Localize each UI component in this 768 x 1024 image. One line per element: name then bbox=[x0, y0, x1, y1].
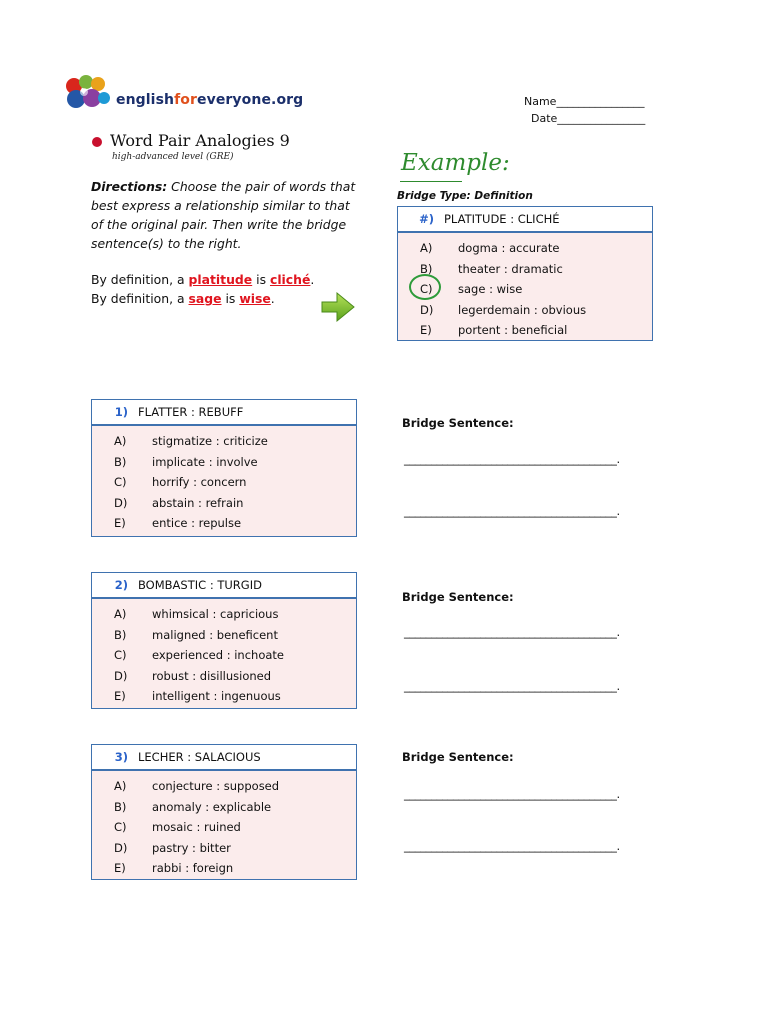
question-1-answer-line-1[interactable]: _______________________________________. bbox=[404, 452, 620, 466]
option-text: entice : repulse bbox=[152, 516, 242, 531]
example-heading: Example: bbox=[401, 150, 510, 176]
option-letter: E) bbox=[114, 861, 126, 876]
question-1-options bbox=[92, 426, 356, 534]
option-text: rabbi : foreign bbox=[152, 861, 234, 876]
example-question-number: #) bbox=[419, 212, 434, 226]
sentence-2-post: . bbox=[270, 291, 275, 306]
definition-sentence-1 bbox=[91, 272, 314, 287]
worksheet-level: high-advanced level (GRE) bbox=[112, 152, 234, 162]
option-text: pastry : bitter bbox=[152, 840, 231, 855]
question-2-pair: BOMBASTIC : TURGID bbox=[138, 578, 262, 592]
sentence-2-word-1: sage bbox=[188, 291, 222, 306]
option-letter: D) bbox=[114, 495, 128, 510]
question-2-option-e[interactable] bbox=[92, 686, 356, 707]
option-text: intelligent : ingenuous bbox=[152, 689, 281, 704]
option-letter: B) bbox=[420, 261, 433, 276]
question-3-option-a[interactable] bbox=[92, 776, 356, 797]
option-text: maligned : beneficent bbox=[152, 627, 278, 642]
question-3-answer-line-1[interactable]: _______________________________________. bbox=[404, 787, 620, 801]
option-text: conjecture : supposed bbox=[152, 779, 280, 794]
option-letter: B) bbox=[114, 454, 127, 469]
example-bridge-type: Bridge Type: Definition bbox=[397, 190, 533, 202]
question-3-answer-line-2[interactable]: _______________________________________. bbox=[404, 839, 620, 853]
question-1-number: 1) bbox=[114, 405, 128, 419]
definition-sentence-2 bbox=[91, 291, 275, 306]
option-letter: A) bbox=[114, 434, 127, 449]
site-logo-text[interactable] bbox=[116, 92, 303, 108]
question-1-answer-line-2[interactable]: _______________________________________. bbox=[404, 504, 620, 518]
option-letter: A) bbox=[114, 607, 127, 622]
question-3-option-b[interactable] bbox=[92, 797, 356, 818]
question-2-number: 2) bbox=[114, 578, 128, 592]
question-3-header bbox=[92, 745, 356, 771]
option-text: portent : beneficial bbox=[458, 323, 568, 338]
question-3-option-d[interactable] bbox=[92, 838, 356, 859]
question-3-box bbox=[91, 744, 357, 880]
option-text: horrify : concern bbox=[152, 475, 247, 490]
question-1-option-d[interactable] bbox=[92, 493, 356, 514]
logo-text-english: english bbox=[116, 92, 175, 108]
sentence-1-mid: is bbox=[252, 272, 270, 287]
option-letter: A) bbox=[114, 779, 127, 794]
option-text: whimsical : capricious bbox=[152, 607, 279, 622]
sentence-1-word-2: cliché bbox=[269, 272, 311, 287]
sentence-1-post: . bbox=[310, 272, 315, 287]
example-option-a[interactable] bbox=[398, 238, 652, 259]
option-letter: B) bbox=[114, 799, 127, 814]
sentence-1-pre: By definition, a bbox=[91, 272, 189, 287]
selected-answer-circle bbox=[409, 274, 441, 300]
question-3-bridge-label: Bridge Sentence: bbox=[402, 750, 514, 764]
option-letter: C) bbox=[420, 282, 433, 297]
option-text: implicate : involve bbox=[152, 454, 258, 469]
question-1-option-c[interactable] bbox=[92, 472, 356, 493]
question-2-answer-line-2[interactable]: _______________________________________. bbox=[404, 679, 620, 693]
name-field[interactable]: Name________________ bbox=[524, 95, 645, 108]
red-bullet-icon bbox=[92, 137, 102, 147]
option-letter: A) bbox=[420, 241, 433, 256]
question-1-header bbox=[92, 400, 356, 426]
question-3-pair: LECHER : SALACIOUS bbox=[138, 750, 261, 764]
option-text: stigmatize : criticize bbox=[152, 434, 268, 449]
example-option-b[interactable] bbox=[398, 259, 652, 280]
question-2-box bbox=[91, 572, 357, 709]
question-3-options bbox=[92, 771, 356, 879]
question-2-option-b[interactable] bbox=[92, 625, 356, 646]
question-2-options bbox=[92, 599, 356, 707]
question-1-option-b[interactable] bbox=[92, 452, 356, 473]
question-1-option-e[interactable] bbox=[92, 513, 356, 534]
option-letter: C) bbox=[114, 648, 127, 663]
option-letter: E) bbox=[114, 516, 126, 531]
example-heading-underline bbox=[400, 181, 462, 182]
site-logo-icon bbox=[62, 72, 114, 112]
logo-text-everyone: everyone.org bbox=[197, 92, 304, 108]
sentence-2-pre: By definition, a bbox=[91, 291, 189, 306]
directions-paragraph bbox=[91, 177, 359, 253]
example-question-box bbox=[397, 206, 653, 341]
option-text: sage : wise bbox=[458, 282, 523, 297]
question-1-option-a[interactable] bbox=[92, 431, 356, 452]
option-letter: C) bbox=[114, 475, 127, 490]
option-text: mosaic : ruined bbox=[152, 820, 241, 835]
option-letter: E) bbox=[420, 323, 432, 338]
sentence-2-mid: is bbox=[221, 291, 240, 306]
question-2-header bbox=[92, 573, 356, 599]
question-2-option-d[interactable] bbox=[92, 666, 356, 687]
directions-text: Choose the pair of words that best express a relationship similar to that of the original pair. Then write the bridge sentence(s) to the right. bbox=[91, 179, 356, 251]
sentence-1-word-1: platitude bbox=[188, 272, 253, 287]
option-letter: D) bbox=[420, 302, 434, 317]
option-text: anomaly : explicable bbox=[152, 799, 272, 814]
option-text: abstain : refrain bbox=[152, 495, 244, 510]
sentence-2-word-2: wise bbox=[239, 291, 271, 306]
option-letter: C) bbox=[114, 820, 127, 835]
option-text: robust : disillusioned bbox=[152, 668, 272, 683]
date-field[interactable]: Date________________ bbox=[531, 112, 646, 125]
option-letter: B) bbox=[114, 627, 127, 642]
example-question-pair: PLATITUDE : CLICHÉ bbox=[444, 212, 560, 226]
example-option-e[interactable] bbox=[398, 320, 652, 341]
question-2-bridge-label: Bridge Sentence: bbox=[402, 590, 514, 604]
option-text: legerdemain : obvious bbox=[458, 302, 587, 317]
question-2-answer-line-1[interactable]: _______________________________________. bbox=[404, 625, 620, 639]
directions-label: Directions: bbox=[91, 179, 168, 194]
option-text: experienced : inchoate bbox=[152, 648, 284, 663]
option-letter: D) bbox=[114, 668, 128, 683]
option-letter: E) bbox=[114, 689, 126, 704]
question-1-bridge-label: Bridge Sentence: bbox=[402, 416, 514, 430]
option-letter: D) bbox=[114, 840, 128, 855]
worksheet-title: Word Pair Analogies 9 bbox=[110, 131, 290, 150]
question-3-option-e[interactable] bbox=[92, 858, 356, 879]
question-1-box bbox=[91, 399, 357, 537]
logo-text-for: for bbox=[174, 92, 198, 108]
option-text: dogma : accurate bbox=[458, 241, 560, 256]
question-2-option-a[interactable] bbox=[92, 604, 356, 625]
question-3-number: 3) bbox=[114, 750, 128, 764]
question-1-pair: FLATTER : REBUFF bbox=[138, 405, 244, 419]
option-text: theater : dramatic bbox=[458, 261, 563, 276]
example-question-header bbox=[398, 207, 652, 233]
question-3-option-c[interactable] bbox=[92, 817, 356, 838]
green-arrow-right-icon bbox=[320, 290, 356, 324]
example-option-d[interactable] bbox=[398, 300, 652, 321]
question-2-option-c[interactable] bbox=[92, 645, 356, 666]
